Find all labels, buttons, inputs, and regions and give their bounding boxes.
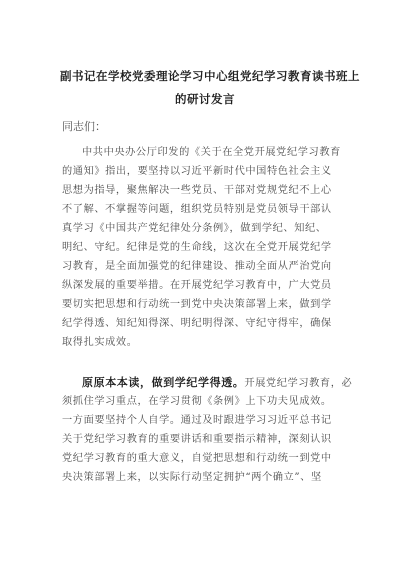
paragraph-1-line: 习教育，是全面加强党的纪律建设、推动全面从严治党向 — [62, 261, 332, 272]
paragraph-2-line: 党纪学习教育的重大意义，自觉把思想和行动统一到党中 — [62, 453, 332, 464]
paragraph-2-heading: 原原本本读，做到学纪学得透。 — [82, 376, 245, 389]
paragraph-2-first-line — [62, 376, 352, 391]
paragraph-1-line: 要切实把思想和行动统一到党中央决策部署上来，做到学 — [62, 299, 332, 310]
paragraph-1-line: 中共中央办公厅印发的《关于在全党开展党纪学习教育 — [82, 147, 341, 158]
paragraph-2-line: 一方面要坚持个人自学。通过及时跟进学习习近平总书记 — [62, 415, 332, 426]
paragraph-1-line: 思想为指导，聚焦解决一些党员、干部对党规党纪不上心 — [62, 185, 332, 196]
paragraph-1-line: 取得扎实成效。 — [62, 337, 138, 348]
paragraph-1-line: 的通知》指出，要坚持以习近平新时代中国特色社会主义 — [62, 166, 332, 177]
paragraph-1-line: 纵深发展的重要举措。在开展党纪学习教育中，广大党员 — [62, 280, 332, 291]
document-title-line-1: 副书记在学校党委理论学习中心组党纪学习教育读书班上 — [60, 69, 360, 83]
paragraph-2-line: 央决策部署上来，以实际行动坚定拥护“两个确立”、坚 — [62, 472, 322, 483]
paragraph-1-line: 纪学得透、知纪知得深、明纪明得深、守纪守得牢，确保 — [62, 318, 332, 329]
paragraph-2-first-line-rest: 开展党纪学习教育，必 — [244, 378, 352, 389]
greeting: 同志们： — [62, 120, 106, 133]
paragraph-1-line: 不了解、不掌握等问题，组织党员特别是党员领导干部认 — [62, 204, 332, 215]
document-title-line-2: 的研讨发言 — [175, 92, 235, 106]
paragraph-2-line: 关于党纪学习教育的重要讲话和重要指示精神，深刻认识 — [62, 434, 332, 445]
paragraph-1-line: 真学习《中国共产党纪律处分条例》，做到学纪、知纪、 — [62, 223, 327, 234]
paragraph-2-line: 须抓住学习重点，在学习贯彻《条例》上下功夫见成效。 — [62, 396, 332, 407]
paragraph-1-line: 明纪、守纪。纪律是党的生命线，这次在全党开展党纪学 — [62, 242, 332, 253]
